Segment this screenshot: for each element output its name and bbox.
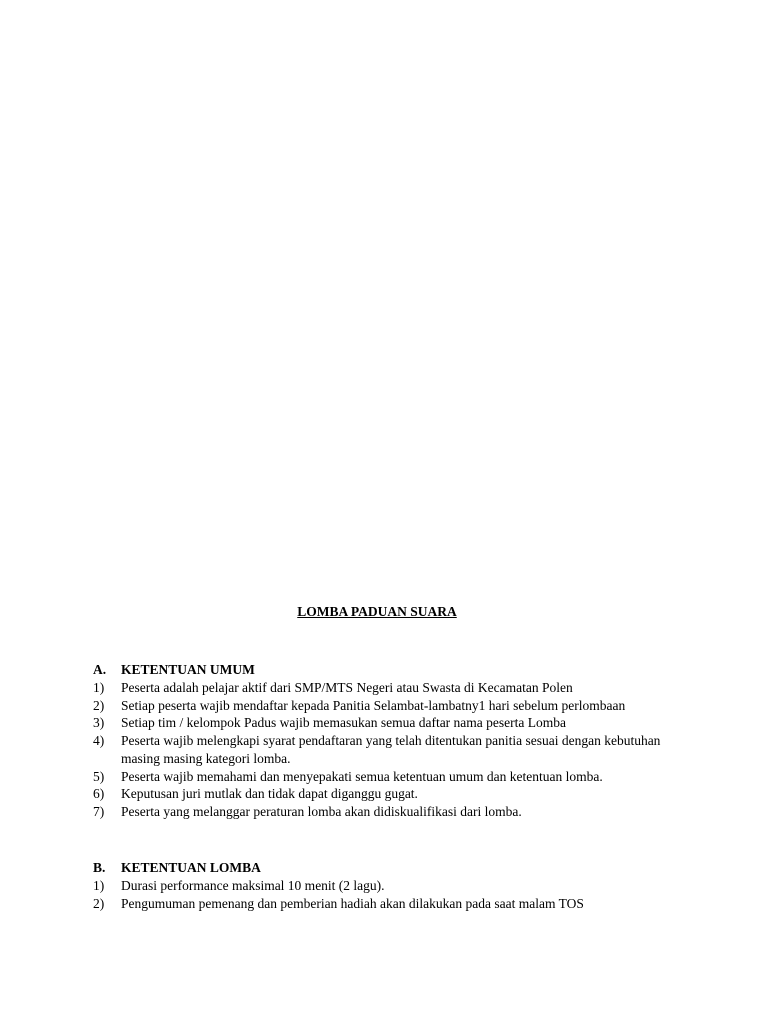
rule-list [93, 877, 693, 912]
list-item [93, 895, 693, 913]
list-item [93, 732, 693, 767]
item-text: Setiap tim / kelompok Padus wajib memasukan semua daftar nama peserta Lomba [121, 715, 567, 731]
list-item [93, 679, 693, 697]
list-item [93, 877, 693, 895]
section-letter: A. [93, 662, 107, 677]
item-text: Peserta yang melanggar peraturan lomba akan didiskualifikasi dari lomba. [121, 803, 522, 819]
list-item [93, 768, 693, 786]
section-heading-text: KETENTUAN UMUM [121, 662, 255, 677]
section-ketentuan-lomba [93, 859, 693, 912]
document-title: LOMBA PADUAN SUARA [297, 604, 457, 619]
item-number: 1) [93, 878, 105, 893]
list-item [93, 714, 693, 732]
item-text: Peserta adalah pelajar aktif dari SMP/MTS Negeri atau Swasta di Kecamatan Polen [121, 680, 573, 695]
section-ketentuan-umum [93, 661, 693, 821]
item-number: 4) [93, 733, 105, 749]
list-item [93, 697, 693, 715]
section-heading [93, 661, 693, 679]
item-number: 7) [93, 803, 105, 819]
item-number: 5) [93, 768, 105, 784]
list-item [93, 785, 693, 803]
section-heading [93, 859, 693, 877]
item-number: 6) [93, 786, 105, 802]
item-number: 2) [93, 697, 105, 713]
section-heading-text: KETENTUAN LOMBA [121, 860, 261, 875]
item-text: Setiap peserta wajib mendaftar kepada Panitia Selambat-lambatny1 hari sebelum perlombaan [121, 697, 626, 713]
item-number: 2) [93, 895, 105, 911]
section-letter: B. [93, 860, 106, 875]
list-item [93, 803, 693, 821]
rule-list [93, 679, 693, 821]
item-number: 1) [93, 680, 105, 695]
item-text: Peserta wajib memahami dan menyepakati semua ketentuan umum dan ketentuan lomba. [121, 768, 603, 784]
item-text: Keputusan juri mutlak dan tidak dapat diganggu gugat. [121, 786, 418, 802]
item-text: Peserta wajib melengkapi syarat pendaftaran yang telah ditentukan panitia sesuai dengan kebutuhan masing masing kategori lomba. [121, 733, 661, 766]
item-number: 3) [93, 715, 105, 731]
item-text: Durasi performance maksimal 10 menit (2 lagu). [121, 878, 385, 893]
item-text: Pengumuman pemenang dan pemberian hadiah akan dilakukan pada saat malam TOS [121, 895, 584, 911]
